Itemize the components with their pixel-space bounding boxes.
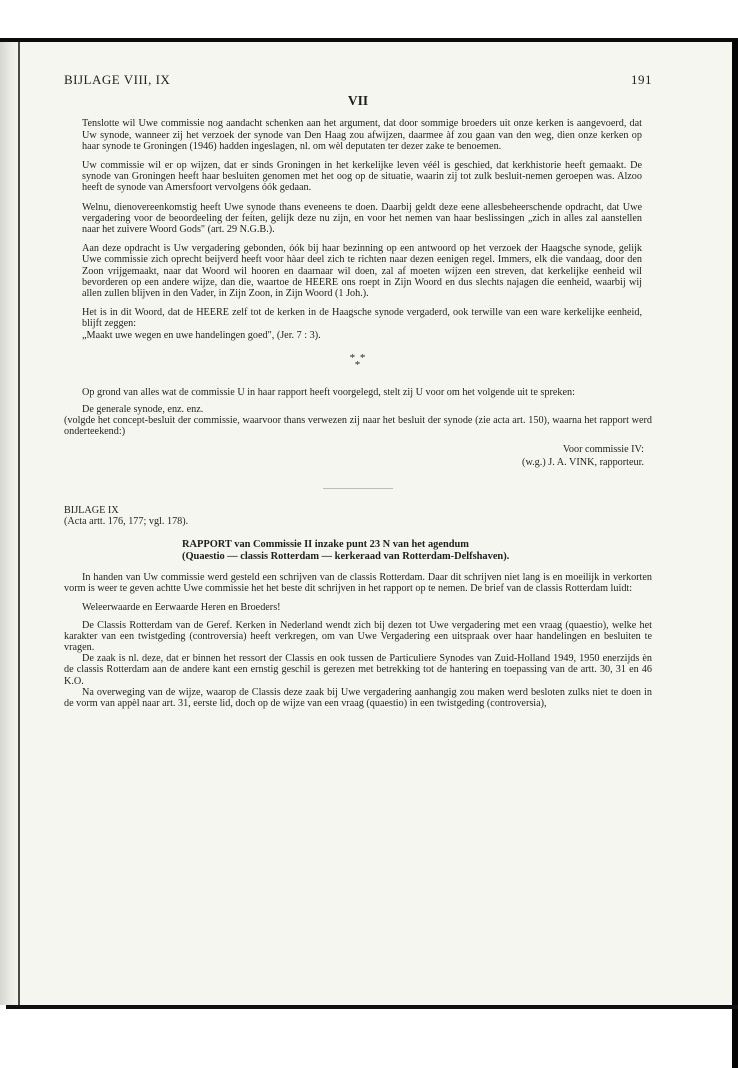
paragraph: Tenslotte wil Uwe commissie nog aandacht schenken aan het argument, dat door sommige broeders uit onze kerken is aangevoerd, dat Uw synode, wanneer zij het verzoek der synode van Den Haag zou afwijzen, daarmee àf zou gaan van den weg, dien onze kerken op haar synode te Groningen (1946) hadden ingeslagen, nl. om wèl deputaten ter dezer zake te benoemen. [82,118,642,152]
rapport-intro: In handen van Uw commissie werd gesteld een schrijven van de classis Rotterdam. Daar dit schrijven niet lang is en moeilijk in verkorten vorm is weer te geven achtte Uwe commissie het het beste dit schrijven in het rapport op te nemen. De brief van de classis Rotterdam luidt: [64,571,652,595]
conclusion-note: (volgde het concept-besluit der commissie, waarvoor thans verwezen zij naar het besluit der synode (zie acta art. 150), waarna het rapport werd onderteekend:) [64,415,652,438]
rapport-heading-line: (Quaestio — classis Rotterdam — kerkeraad van Rotterdam-Delfshaven). [182,550,510,562]
paragraph: Aan deze opdracht is Uw vergadering gebonden, óók bij haar bezinning op een antwoord op het verzoek der Haagsche synode, gelijk Uwe commissie zich oprecht beijverd heeft voor hàar deel zich te richten naar dezen eenigen regel. Immers, elk die vandaag, door den Zoon vrijgemaakt, naar dat Woord wil hooren en daarnaar wil doen, zal af moeten wijzen een streven, dat kerkelijke eenheid wil bevorderen op een andere wijze, dan die, waartoe de HEERE ons roept in Zijn Woord en dus slechts najagen die eenheid, waarbij wij allen zullen blijven in den Vader, in Zijn Zoon, in Zijn Woord (1 Joh.). [82,243,642,300]
letter-paragraph: Na overweging van de wijze, waarop de Classis deze zaak bij Uwe vergadering aanhangig zou maken werd besloten zulks niet te doen in de vorm van appèl naar art. 31, eerste lid, doch op de wijze van een vraag (quaestio) in een twistgeding (controversia), [64,686,652,709]
scan-bottom-border [6,1005,738,1009]
bijlage-acta: (Acta artt. 176, 177; vgl. 178). [64,516,189,528]
signature-name: (w.g.) J. A. VINK, rapporteur. [522,456,644,468]
conclusion-line: De generale synode, enz. enz. [82,404,204,416]
signature-committee: Voor commissie IV: [562,443,644,455]
conclusion-intro: Op grond van alles wat de commissie U in haar rapport heeft voorgelegd, stelt zij U voor om het volgende uit te spreken: [82,386,575,398]
section-numeral: VII [347,93,369,109]
letter-paragraph: De Classis Rotterdam van de Geref. Kerken in Nederland wendt zich bij dezen tot Uwe vergadering met een vraag (quaestio), welke het karakter van een twistgeding (controversia) heeft verkregen, om van Uwe Vergadering een uitspraak over haar handelingen en besluiten te vragen. [64,619,652,653]
header-title: BIJLAGE VIII, IX [64,72,171,87]
paragraph: Welnu, dienovereenkomstig heeft Uwe synode thans eveneens te doen. Daarbij geldt deze eene allesbeheerschende opdracht, dat Uwe vergadering voor de beoordeeling der feiten, gelijk deze nu zijn, en voor het nemen van haar beslissingen „zich in alles zal aanstellen naar het zuivere Woord Gods" (art. 29 N.G.B.). [82,201,642,236]
page-content [64,74,652,709]
rapport-heading-line: RAPPORT van Commissie II inzake punt 23 N van het agendum [182,539,469,551]
letter-salutation: Weleerwaarde en Eerwaarde Heren en Broeders! [82,602,281,614]
section-stars: * * * [349,351,367,371]
page-number: 191 [631,72,652,87]
section-divider [323,488,393,489]
rapport-heading [182,539,652,561]
page-left-margin [0,42,18,1005]
bijlage-title: BIJLAGE IX [64,505,119,517]
scan-right-border [732,40,738,1068]
letter-paragraph: De zaak is nl. deze, dat er binnen het ressort der Classis en ook tussen de Particuliere Synodes van Zuid-Holland 1949, 1950 enerzijds èn de classis Rotterdam aan de andere kant een ernstig geschil is gerezen met betrekking tot de hantering en toepassing van de artt. 30, 31 en 46 K.O. [64,653,652,687]
paragraph: Uw commissie wil er op wijzen, dat er sinds Groningen in het kerkelijke leven véél is geschied, dat kerkhistorie heeft gemaakt. De synode van Groningen heeft haar besluiten genomen met het oog op de situatie, waarin zij tot zulk besluit-nemen geroepen was. Alzoo heeft de synode van Amersfoort vervolgens óók gedaan. [82,160,642,194]
paragraph: Het is in dit Woord, dat de HEERE zelf tot de kerken in de Haagsche synode vergaderd, ook terwille van een ware kerkelijke eenheid, blijft zeggen: „Maakt uwe wegen en uwe handelingen goed", (Jer. 7 : 3). [82,307,642,341]
running-header [64,74,652,85]
